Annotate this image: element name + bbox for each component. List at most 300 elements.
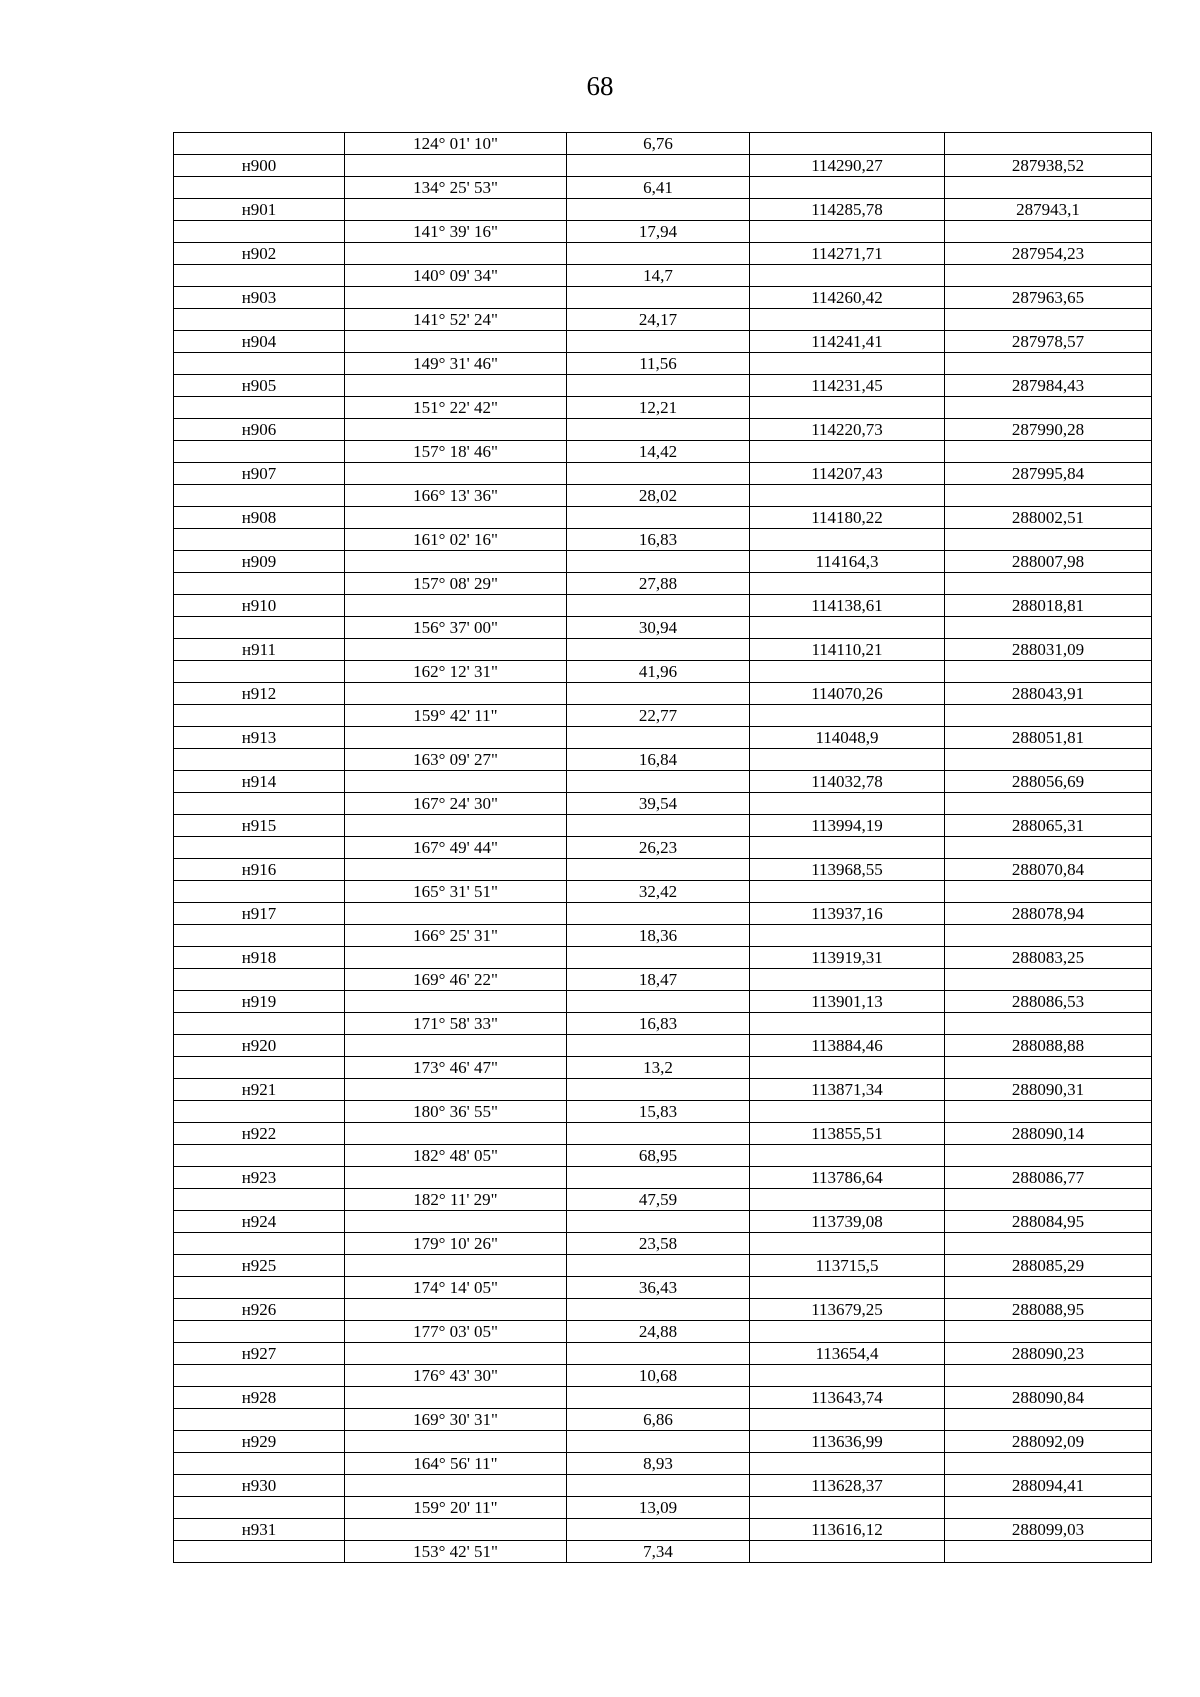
point-cell <box>174 1453 345 1475</box>
distance-cell: 8,93 <box>567 1453 750 1475</box>
point-cell <box>174 397 345 419</box>
point-cell: н914 <box>174 771 345 793</box>
x-coordinate-cell <box>750 573 945 595</box>
table-row <box>174 375 1152 397</box>
x-coordinate-cell <box>750 1277 945 1299</box>
x-coordinate-cell <box>750 617 945 639</box>
x-coordinate-cell <box>750 265 945 287</box>
y-coordinate-cell: 288002,51 <box>945 507 1152 529</box>
distance-cell <box>567 551 750 573</box>
direction-angle-cell <box>345 199 567 221</box>
table-row <box>174 155 1152 177</box>
point-cell: н920 <box>174 1035 345 1057</box>
direction-angle-cell <box>345 1387 567 1409</box>
point-cell <box>174 133 345 155</box>
table-row <box>174 749 1152 771</box>
y-coordinate-cell <box>945 1321 1152 1343</box>
table-row <box>174 617 1152 639</box>
y-coordinate-cell <box>945 617 1152 639</box>
x-coordinate-cell: 113994,19 <box>750 815 945 837</box>
point-cell: н927 <box>174 1343 345 1365</box>
distance-cell: 30,94 <box>567 617 750 639</box>
y-coordinate-cell: 288043,91 <box>945 683 1152 705</box>
table-row <box>174 331 1152 353</box>
y-coordinate-cell: 287963,65 <box>945 287 1152 309</box>
point-cell: н917 <box>174 903 345 925</box>
point-cell <box>174 485 345 507</box>
y-coordinate-cell: 287943,1 <box>945 199 1152 221</box>
point-cell: н902 <box>174 243 345 265</box>
distance-cell: 16,83 <box>567 529 750 551</box>
direction-angle-cell: 159° 42' 11" <box>345 705 567 727</box>
distance-cell <box>567 287 750 309</box>
point-cell <box>174 1189 345 1211</box>
point-cell <box>174 1365 345 1387</box>
table-row <box>174 1211 1152 1233</box>
y-coordinate-cell: 288065,31 <box>945 815 1152 837</box>
distance-cell <box>567 727 750 749</box>
x-coordinate-cell: 114220,73 <box>750 419 945 441</box>
y-coordinate-cell: 288085,29 <box>945 1255 1152 1277</box>
x-coordinate-cell <box>750 485 945 507</box>
direction-angle-cell <box>345 243 567 265</box>
y-coordinate-cell <box>945 837 1152 859</box>
y-coordinate-cell: 288083,25 <box>945 947 1152 969</box>
table-row <box>174 947 1152 969</box>
point-cell <box>174 705 345 727</box>
table-row <box>174 1079 1152 1101</box>
direction-angle-cell: 134° 25' 53" <box>345 177 567 199</box>
direction-angle-cell: 179° 10' 26" <box>345 1233 567 1255</box>
y-coordinate-cell <box>945 1233 1152 1255</box>
y-coordinate-cell: 287954,23 <box>945 243 1152 265</box>
direction-angle-cell: 151° 22' 42" <box>345 397 567 419</box>
x-coordinate-cell <box>750 749 945 771</box>
y-coordinate-cell <box>945 793 1152 815</box>
point-cell: н906 <box>174 419 345 441</box>
x-coordinate-cell: 114285,78 <box>750 199 945 221</box>
x-coordinate-cell: 113616,12 <box>750 1519 945 1541</box>
point-cell: н903 <box>174 287 345 309</box>
point-cell <box>174 221 345 243</box>
x-coordinate-cell: 113739,08 <box>750 1211 945 1233</box>
coordinates-table <box>173 132 1152 1563</box>
x-coordinate-cell <box>750 881 945 903</box>
y-coordinate-cell: 288092,09 <box>945 1431 1152 1453</box>
point-cell <box>174 1233 345 1255</box>
x-coordinate-cell: 114231,45 <box>750 375 945 397</box>
point-cell <box>174 1057 345 1079</box>
direction-angle-cell: 169° 46' 22" <box>345 969 567 991</box>
x-coordinate-cell <box>750 221 945 243</box>
table-row <box>174 287 1152 309</box>
point-cell: н930 <box>174 1475 345 1497</box>
direction-angle-cell <box>345 1255 567 1277</box>
y-coordinate-cell <box>945 1409 1152 1431</box>
point-cell: н931 <box>174 1519 345 1541</box>
point-cell <box>174 309 345 331</box>
table-row <box>174 1277 1152 1299</box>
distance-cell <box>567 1079 750 1101</box>
y-coordinate-cell: 288086,53 <box>945 991 1152 1013</box>
direction-angle-cell: 153° 42' 51" <box>345 1541 567 1563</box>
point-cell: н911 <box>174 639 345 661</box>
x-coordinate-cell <box>750 1233 945 1255</box>
y-coordinate-cell <box>945 1057 1152 1079</box>
table-row <box>174 199 1152 221</box>
direction-angle-cell: 164° 56' 11" <box>345 1453 567 1475</box>
y-coordinate-cell <box>945 881 1152 903</box>
y-coordinate-cell <box>945 441 1152 463</box>
table-row <box>174 1365 1152 1387</box>
point-cell <box>174 793 345 815</box>
point-cell: н907 <box>174 463 345 485</box>
point-cell <box>174 1145 345 1167</box>
y-coordinate-cell: 288094,41 <box>945 1475 1152 1497</box>
direction-angle-cell: 141° 52' 24" <box>345 309 567 331</box>
x-coordinate-cell <box>750 1453 945 1475</box>
table-row <box>174 595 1152 617</box>
distance-cell <box>567 1255 750 1277</box>
direction-angle-cell <box>345 947 567 969</box>
table-row <box>174 793 1152 815</box>
y-coordinate-cell <box>945 485 1152 507</box>
y-coordinate-cell: 288086,77 <box>945 1167 1152 1189</box>
y-coordinate-cell <box>945 529 1152 551</box>
direction-angle-cell <box>345 771 567 793</box>
x-coordinate-cell <box>750 1497 945 1519</box>
distance-cell <box>567 683 750 705</box>
table-row <box>174 1321 1152 1343</box>
point-cell <box>174 1497 345 1519</box>
direction-angle-cell <box>345 1475 567 1497</box>
y-coordinate-cell <box>945 309 1152 331</box>
distance-cell: 47,59 <box>567 1189 750 1211</box>
point-cell: н923 <box>174 1167 345 1189</box>
y-coordinate-cell <box>945 749 1152 771</box>
table-row <box>174 1453 1152 1475</box>
table-row <box>174 265 1152 287</box>
x-coordinate-cell <box>750 1013 945 1035</box>
x-coordinate-cell: 113901,13 <box>750 991 945 1013</box>
direction-angle-cell <box>345 507 567 529</box>
page-number: 68 <box>586 71 614 101</box>
direction-angle-cell <box>345 1299 567 1321</box>
distance-cell: 13,2 <box>567 1057 750 1079</box>
point-cell <box>174 573 345 595</box>
table-row <box>174 969 1152 991</box>
y-coordinate-cell: 288078,94 <box>945 903 1152 925</box>
table-row <box>174 1343 1152 1365</box>
y-coordinate-cell <box>945 1013 1152 1035</box>
distance-cell: 26,23 <box>567 837 750 859</box>
table-row <box>174 639 1152 661</box>
x-coordinate-cell: 114138,61 <box>750 595 945 617</box>
table-row <box>174 705 1152 727</box>
distance-cell: 28,02 <box>567 485 750 507</box>
distance-cell <box>567 243 750 265</box>
direction-angle-cell: 162° 12' 31" <box>345 661 567 683</box>
y-coordinate-cell <box>945 177 1152 199</box>
table-row <box>174 1145 1152 1167</box>
distance-cell <box>567 595 750 617</box>
y-coordinate-cell: 288070,84 <box>945 859 1152 881</box>
direction-angle-cell: 169° 30' 31" <box>345 1409 567 1431</box>
direction-angle-cell <box>345 1167 567 1189</box>
distance-cell: 41,96 <box>567 661 750 683</box>
y-coordinate-cell: 288090,23 <box>945 1343 1152 1365</box>
y-coordinate-cell <box>945 397 1152 419</box>
direction-angle-cell: 171° 58' 33" <box>345 1013 567 1035</box>
x-coordinate-cell: 114241,41 <box>750 331 945 353</box>
table-row <box>174 991 1152 1013</box>
distance-cell <box>567 639 750 661</box>
table-row <box>174 859 1152 881</box>
table-row <box>174 771 1152 793</box>
table-row <box>174 815 1152 837</box>
point-cell: н929 <box>174 1431 345 1453</box>
table-row <box>174 177 1152 199</box>
table-row <box>174 1475 1152 1497</box>
distance-cell <box>567 1299 750 1321</box>
distance-cell: 14,42 <box>567 441 750 463</box>
direction-angle-cell: 165° 31' 51" <box>345 881 567 903</box>
distance-cell <box>567 1035 750 1057</box>
distance-cell <box>567 199 750 221</box>
y-coordinate-cell: 288090,14 <box>945 1123 1152 1145</box>
distance-cell: 24,17 <box>567 309 750 331</box>
distance-cell: 39,54 <box>567 793 750 815</box>
distance-cell: 11,56 <box>567 353 750 375</box>
distance-cell: 6,76 <box>567 133 750 155</box>
x-coordinate-cell: 114164,3 <box>750 551 945 573</box>
distance-cell <box>567 903 750 925</box>
y-coordinate-cell <box>945 969 1152 991</box>
x-coordinate-cell: 113919,31 <box>750 947 945 969</box>
distance-cell <box>567 419 750 441</box>
table-row <box>174 1233 1152 1255</box>
direction-angle-cell <box>345 551 567 573</box>
x-coordinate-cell <box>750 1321 945 1343</box>
x-coordinate-cell <box>750 1365 945 1387</box>
table-row <box>174 1167 1152 1189</box>
x-coordinate-cell: 113715,5 <box>750 1255 945 1277</box>
table-row <box>174 1123 1152 1145</box>
y-coordinate-cell: 287938,52 <box>945 155 1152 177</box>
y-coordinate-cell: 288090,84 <box>945 1387 1152 1409</box>
y-coordinate-cell: 288056,69 <box>945 771 1152 793</box>
table-row <box>174 1409 1152 1431</box>
distance-cell <box>567 947 750 969</box>
distance-cell: 17,94 <box>567 221 750 243</box>
direction-angle-cell <box>345 1431 567 1453</box>
direction-angle-cell: 161° 02' 16" <box>345 529 567 551</box>
table-row <box>174 727 1152 749</box>
distance-cell: 15,83 <box>567 1101 750 1123</box>
point-cell <box>174 837 345 859</box>
distance-cell <box>567 331 750 353</box>
table-row <box>174 1387 1152 1409</box>
distance-cell <box>567 859 750 881</box>
x-coordinate-cell: 114048,9 <box>750 727 945 749</box>
x-coordinate-cell: 113628,37 <box>750 1475 945 1497</box>
table-row <box>174 133 1152 155</box>
y-coordinate-cell: 288090,31 <box>945 1079 1152 1101</box>
y-coordinate-cell: 288031,09 <box>945 639 1152 661</box>
table-row <box>174 221 1152 243</box>
table-row <box>174 661 1152 683</box>
distance-cell: 16,84 <box>567 749 750 771</box>
distance-cell <box>567 1387 750 1409</box>
direction-angle-cell <box>345 1211 567 1233</box>
direction-angle-cell <box>345 331 567 353</box>
x-coordinate-cell <box>750 793 945 815</box>
point-cell <box>174 1013 345 1035</box>
point-cell: н912 <box>174 683 345 705</box>
distance-cell: 12,21 <box>567 397 750 419</box>
table-row <box>174 243 1152 265</box>
point-cell: н924 <box>174 1211 345 1233</box>
x-coordinate-cell <box>750 309 945 331</box>
point-cell <box>174 617 345 639</box>
table-row <box>174 397 1152 419</box>
direction-angle-cell: 149° 31' 46" <box>345 353 567 375</box>
point-cell: н925 <box>174 1255 345 1277</box>
x-coordinate-cell <box>750 397 945 419</box>
direction-angle-cell: 157° 18' 46" <box>345 441 567 463</box>
direction-angle-cell: 163° 09' 27" <box>345 749 567 771</box>
x-coordinate-cell <box>750 1057 945 1079</box>
distance-cell: 68,95 <box>567 1145 750 1167</box>
x-coordinate-cell <box>750 705 945 727</box>
y-coordinate-cell <box>945 661 1152 683</box>
x-coordinate-cell: 113855,51 <box>750 1123 945 1145</box>
x-coordinate-cell: 113968,55 <box>750 859 945 881</box>
direction-angle-cell <box>345 815 567 837</box>
x-coordinate-cell: 113884,46 <box>750 1035 945 1057</box>
distance-cell: 36,43 <box>567 1277 750 1299</box>
y-coordinate-cell: 288099,03 <box>945 1519 1152 1541</box>
distance-cell: 18,47 <box>567 969 750 991</box>
table-row <box>174 1189 1152 1211</box>
direction-angle-cell <box>345 1123 567 1145</box>
point-cell <box>174 1321 345 1343</box>
coordinates-table-body <box>174 133 1152 1563</box>
point-cell <box>174 661 345 683</box>
distance-cell: 10,68 <box>567 1365 750 1387</box>
direction-angle-cell: 182° 48' 05" <box>345 1145 567 1167</box>
point-cell <box>174 881 345 903</box>
distance-cell: 6,41 <box>567 177 750 199</box>
x-coordinate-cell: 113636,99 <box>750 1431 945 1453</box>
point-cell <box>174 529 345 551</box>
y-coordinate-cell: 287995,84 <box>945 463 1152 485</box>
table-row <box>174 1057 1152 1079</box>
x-coordinate-cell: 114070,26 <box>750 683 945 705</box>
distance-cell <box>567 1123 750 1145</box>
x-coordinate-cell: 114207,43 <box>750 463 945 485</box>
x-coordinate-cell: 113786,64 <box>750 1167 945 1189</box>
direction-angle-cell <box>345 1035 567 1057</box>
point-cell <box>174 1541 345 1563</box>
distance-cell: 22,77 <box>567 705 750 727</box>
y-coordinate-cell: 288051,81 <box>945 727 1152 749</box>
direction-angle-cell <box>345 639 567 661</box>
table-row <box>174 463 1152 485</box>
y-coordinate-cell <box>945 133 1152 155</box>
table-row <box>174 1101 1152 1123</box>
point-cell <box>174 925 345 947</box>
distance-cell: 7,34 <box>567 1541 750 1563</box>
point-cell <box>174 441 345 463</box>
direction-angle-cell: 166° 13' 36" <box>345 485 567 507</box>
x-coordinate-cell: 114271,71 <box>750 243 945 265</box>
point-cell: н913 <box>174 727 345 749</box>
x-coordinate-cell: 114032,78 <box>750 771 945 793</box>
distance-cell <box>567 1211 750 1233</box>
direction-angle-cell: 166° 25' 31" <box>345 925 567 947</box>
point-cell <box>174 749 345 771</box>
x-coordinate-cell <box>750 1145 945 1167</box>
y-coordinate-cell: 288088,95 <box>945 1299 1152 1321</box>
distance-cell <box>567 463 750 485</box>
direction-angle-cell: 174° 14' 05" <box>345 1277 567 1299</box>
x-coordinate-cell <box>750 661 945 683</box>
point-cell: н905 <box>174 375 345 397</box>
table-row <box>174 1541 1152 1563</box>
y-coordinate-cell <box>945 1145 1152 1167</box>
direction-angle-cell <box>345 1519 567 1541</box>
x-coordinate-cell: 113643,74 <box>750 1387 945 1409</box>
direction-angle-cell: 159° 20' 11" <box>345 1497 567 1519</box>
distance-cell: 23,58 <box>567 1233 750 1255</box>
point-cell: н921 <box>174 1079 345 1101</box>
distance-cell <box>567 375 750 397</box>
table-row <box>174 1255 1152 1277</box>
y-coordinate-cell <box>945 1189 1152 1211</box>
table-row <box>174 1519 1152 1541</box>
x-coordinate-cell: 113871,34 <box>750 1079 945 1101</box>
x-coordinate-cell <box>750 133 945 155</box>
point-cell: н900 <box>174 155 345 177</box>
table-row <box>174 903 1152 925</box>
point-cell <box>174 353 345 375</box>
x-coordinate-cell <box>750 441 945 463</box>
point-cell <box>174 177 345 199</box>
direction-angle-cell <box>345 1079 567 1101</box>
table-row <box>174 683 1152 705</box>
direction-angle-cell <box>345 419 567 441</box>
distance-cell <box>567 771 750 793</box>
point-cell: н908 <box>174 507 345 529</box>
y-coordinate-cell <box>945 1497 1152 1519</box>
y-coordinate-cell <box>945 1453 1152 1475</box>
x-coordinate-cell <box>750 177 945 199</box>
distance-cell: 14,7 <box>567 265 750 287</box>
table-row <box>174 1013 1152 1035</box>
y-coordinate-cell <box>945 925 1152 947</box>
y-coordinate-cell: 287990,28 <box>945 419 1152 441</box>
x-coordinate-cell <box>750 969 945 991</box>
direction-angle-cell <box>345 463 567 485</box>
point-cell <box>174 265 345 287</box>
direction-angle-cell <box>345 595 567 617</box>
table-row <box>174 485 1152 507</box>
direction-angle-cell: 157° 08' 29" <box>345 573 567 595</box>
direction-angle-cell: 177° 03' 05" <box>345 1321 567 1343</box>
point-cell: н909 <box>174 551 345 573</box>
table-row <box>174 573 1152 595</box>
